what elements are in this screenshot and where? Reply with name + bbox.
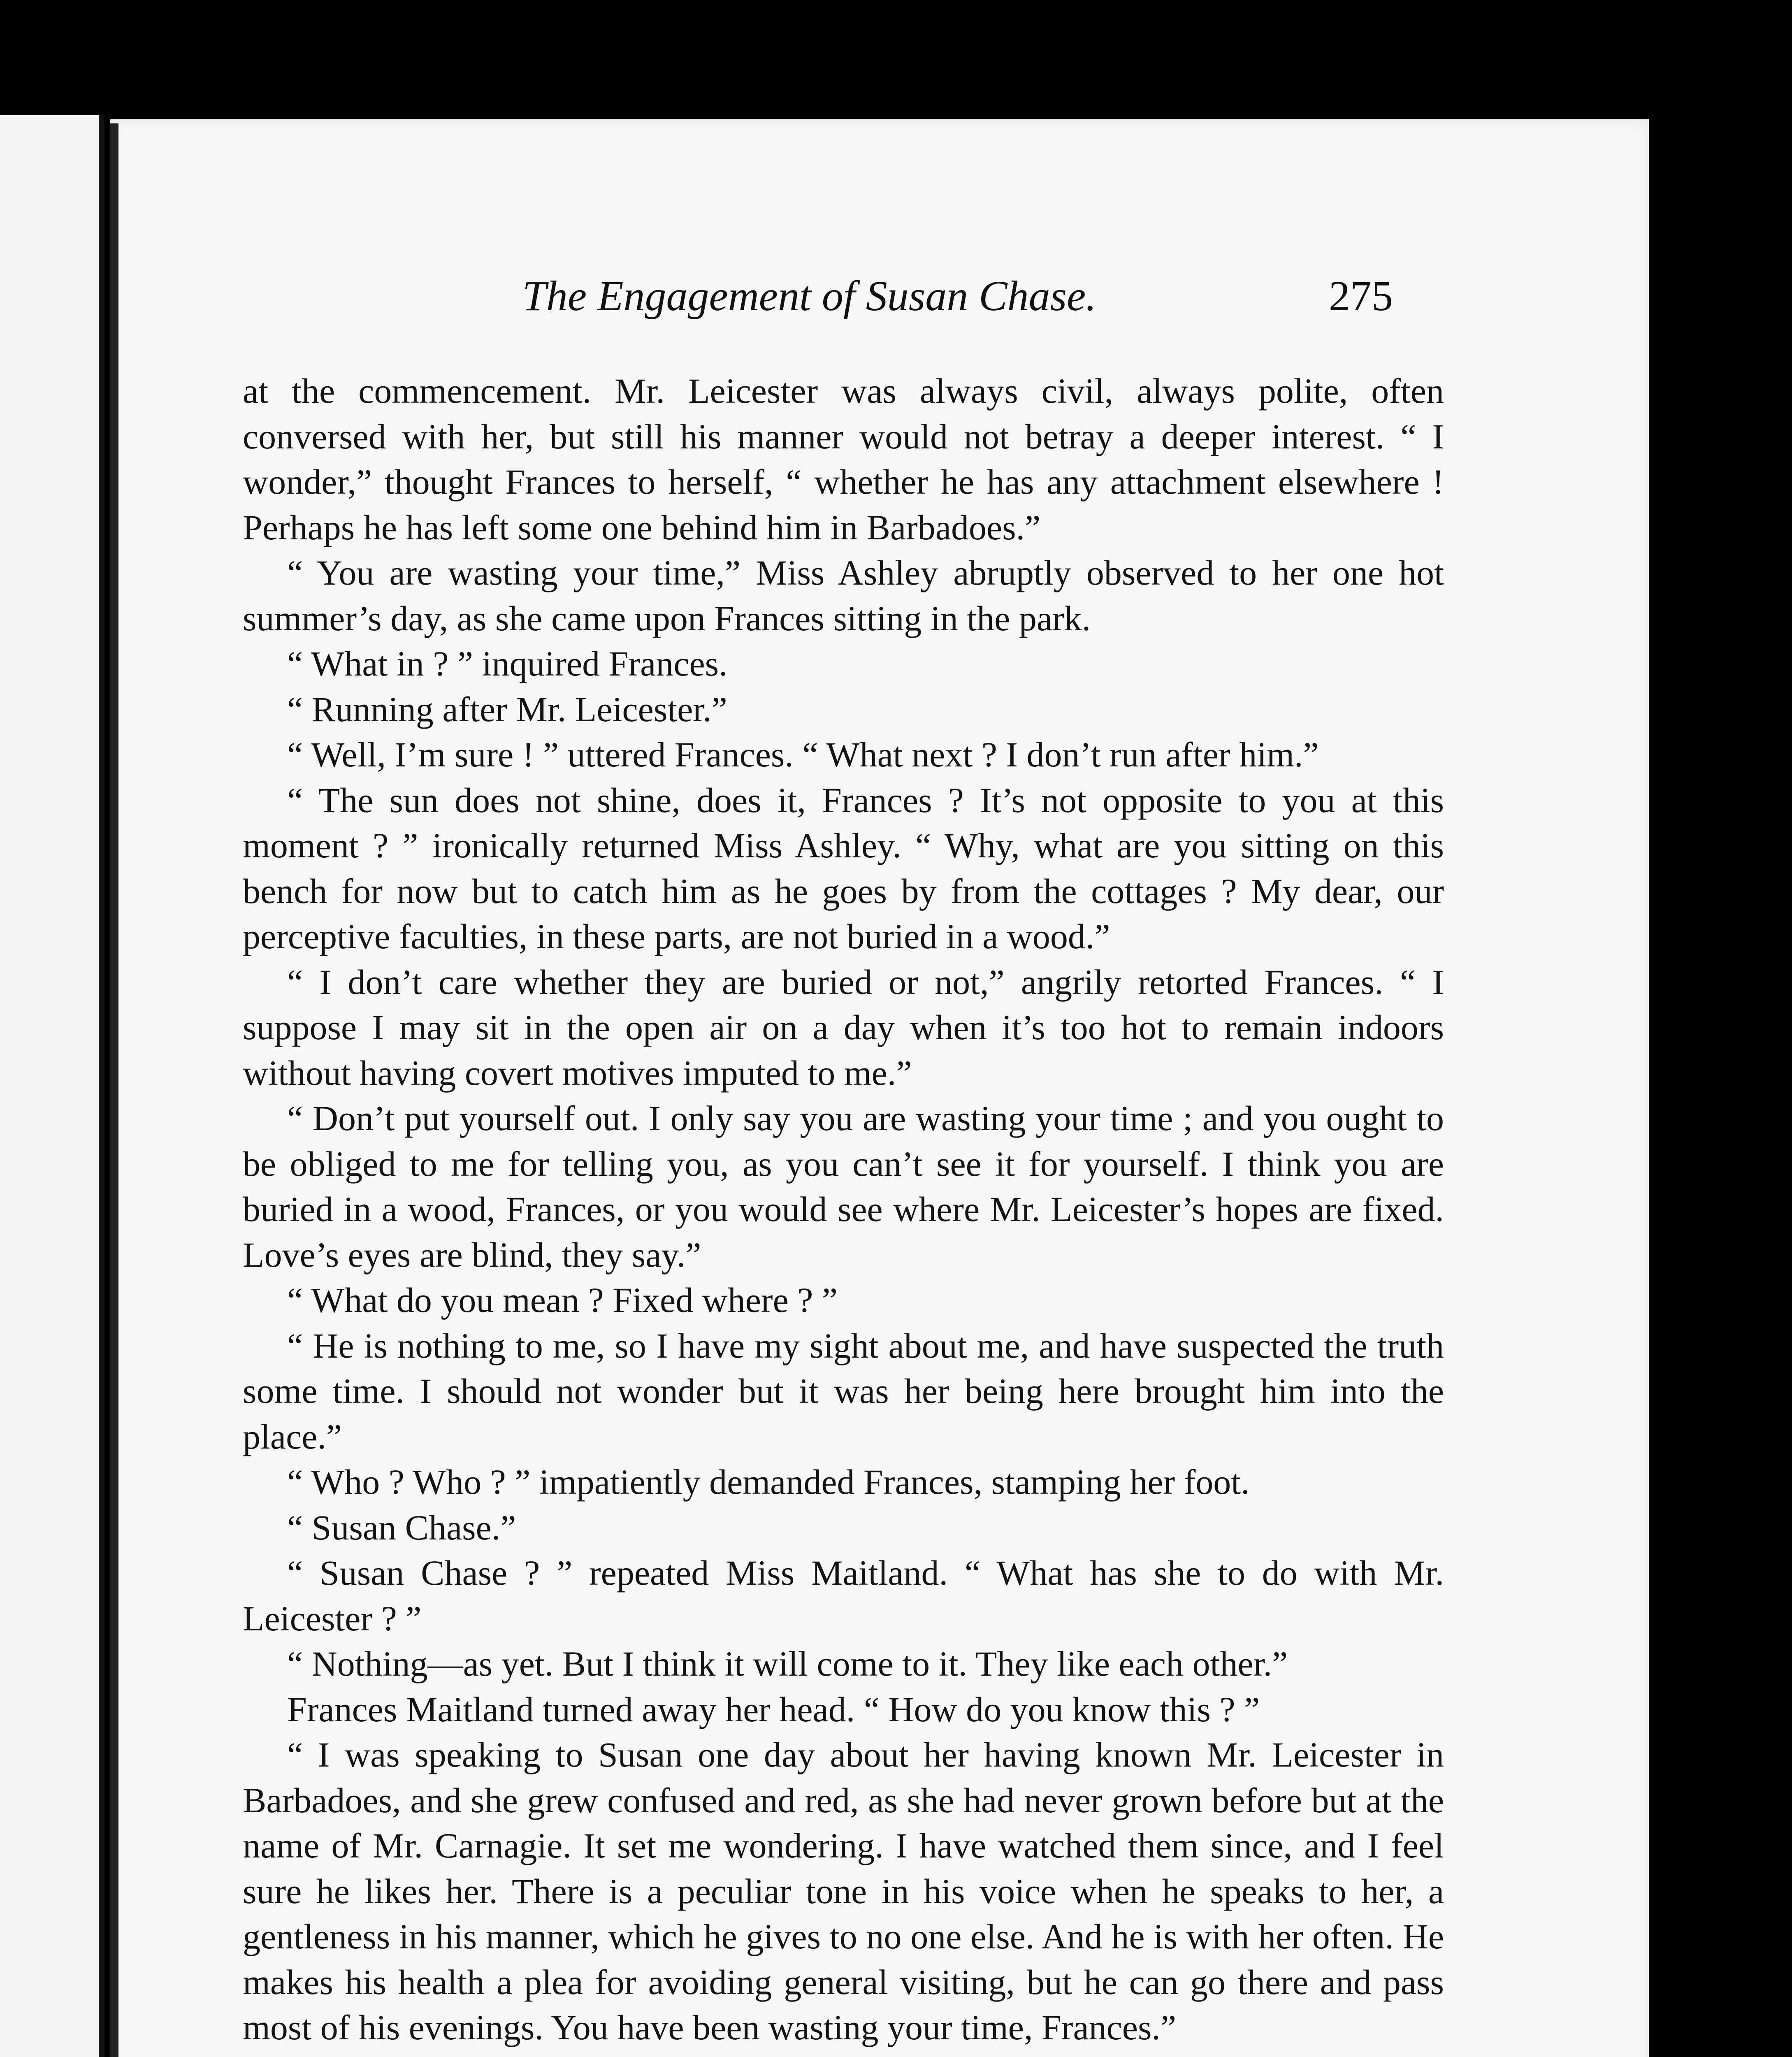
paragraph: “ Well, I’m sure ! ” uttered Frances. “ What next ? I don’t run after him.” <box>287 735 1319 774</box>
paragraph: “ You are wasting your time,” Miss Ashley abruptly observed to her one hot summer’s day, as she came upon Frances sitting in the park. <box>243 553 1444 638</box>
paragraph: “ Susan Chase.” <box>287 1507 516 1547</box>
paragraph: “ I don’t care whether they are buried or not,” angrily retorted Frances. “ I suppose I may sit in the open air on a day when it’s too hot to remain indoors without having covert motives imputed to me.” <box>243 962 1444 1093</box>
paragraph: “ Susan Chase ? ” repeated Miss Maitland. “ What has she to do with Mr. Leicester ? ” <box>243 1553 1444 1638</box>
paragraph: “ He is nothing to me, so I have my sight about me, and have suspected the truth some time. I should not wonder but it was her being here brought him into the place.” <box>243 1326 1444 1456</box>
paragraph: “ What in ? ” inquired Frances. <box>287 644 728 683</box>
paragraph: at the commencement. Mr. Leicester was always civil, always polite, often conversed with her, but still his manner would not betray a deeper interest. “ I wonder,” thought Frances to herself, “ whether he has any attachment elsewhere ! Perhaps he has left some one behind him in Barbadoes.” <box>243 371 1444 547</box>
page-gutter <box>110 123 118 2057</box>
paragraph: “ Nothing—as yet. But I think it will come to it. They like each other.” <box>287 1644 1288 1683</box>
paragraph: “ Running after Mr. Leicester.” <box>287 689 727 729</box>
running-title: The Engagement of Susan Chase. <box>522 272 1097 320</box>
paragraph: “ Don’t put yourself out. I only say you are wasting your time ; and you ought to be obliged to me for telling you, as you can’t see it for yourself. I think you are buried in a wood, Frances, or you would see where Mr. Leicester’s hopes are fixed. Love’s eyes are blind, they say.” <box>243 1098 1444 1275</box>
paragraph: “ Who ? Who ? ” impatiently demanded Frances, stamping her foot. <box>287 1462 1250 1502</box>
body-text <box>243 368 1444 2050</box>
paragraph: “ I was speaking to Susan one day about her having known Mr. Leicester in Barbadoes, and she grew confused and red, as she had never grown before but at the name of Mr. Carnagie. It set me wondering. I have watched them since, and I feel sure he likes her. There is a peculiar tone in his voice when he speaks to her, a gentleness in his manner, which he gives to no one else. And he is with her often. He makes his health a plea for avoiding general visiting, but he can go there and pass most of his evenings. You have been wasting your time, Frances.” <box>243 1735 1444 2047</box>
paragraph: “ What do you mean ? Fixed where ? ” <box>287 1280 838 1320</box>
paragraph: Frances Maitland turned away her head. “ How do you know this ? ” <box>287 1689 1260 1729</box>
page-number: 275 <box>1329 272 1393 320</box>
facing-page-edge <box>0 115 104 2057</box>
paragraph: “ The sun does not shine, does it, Frances ? It’s not opposite to you at this moment ? ” ironically returned Miss Ashley. “ Why, what are you sitting on this bench for now but to catch him as he goes by from the cottages ? My dear, our perceptive faculties, in these parts, are not buried in a wood.” <box>243 780 1444 956</box>
